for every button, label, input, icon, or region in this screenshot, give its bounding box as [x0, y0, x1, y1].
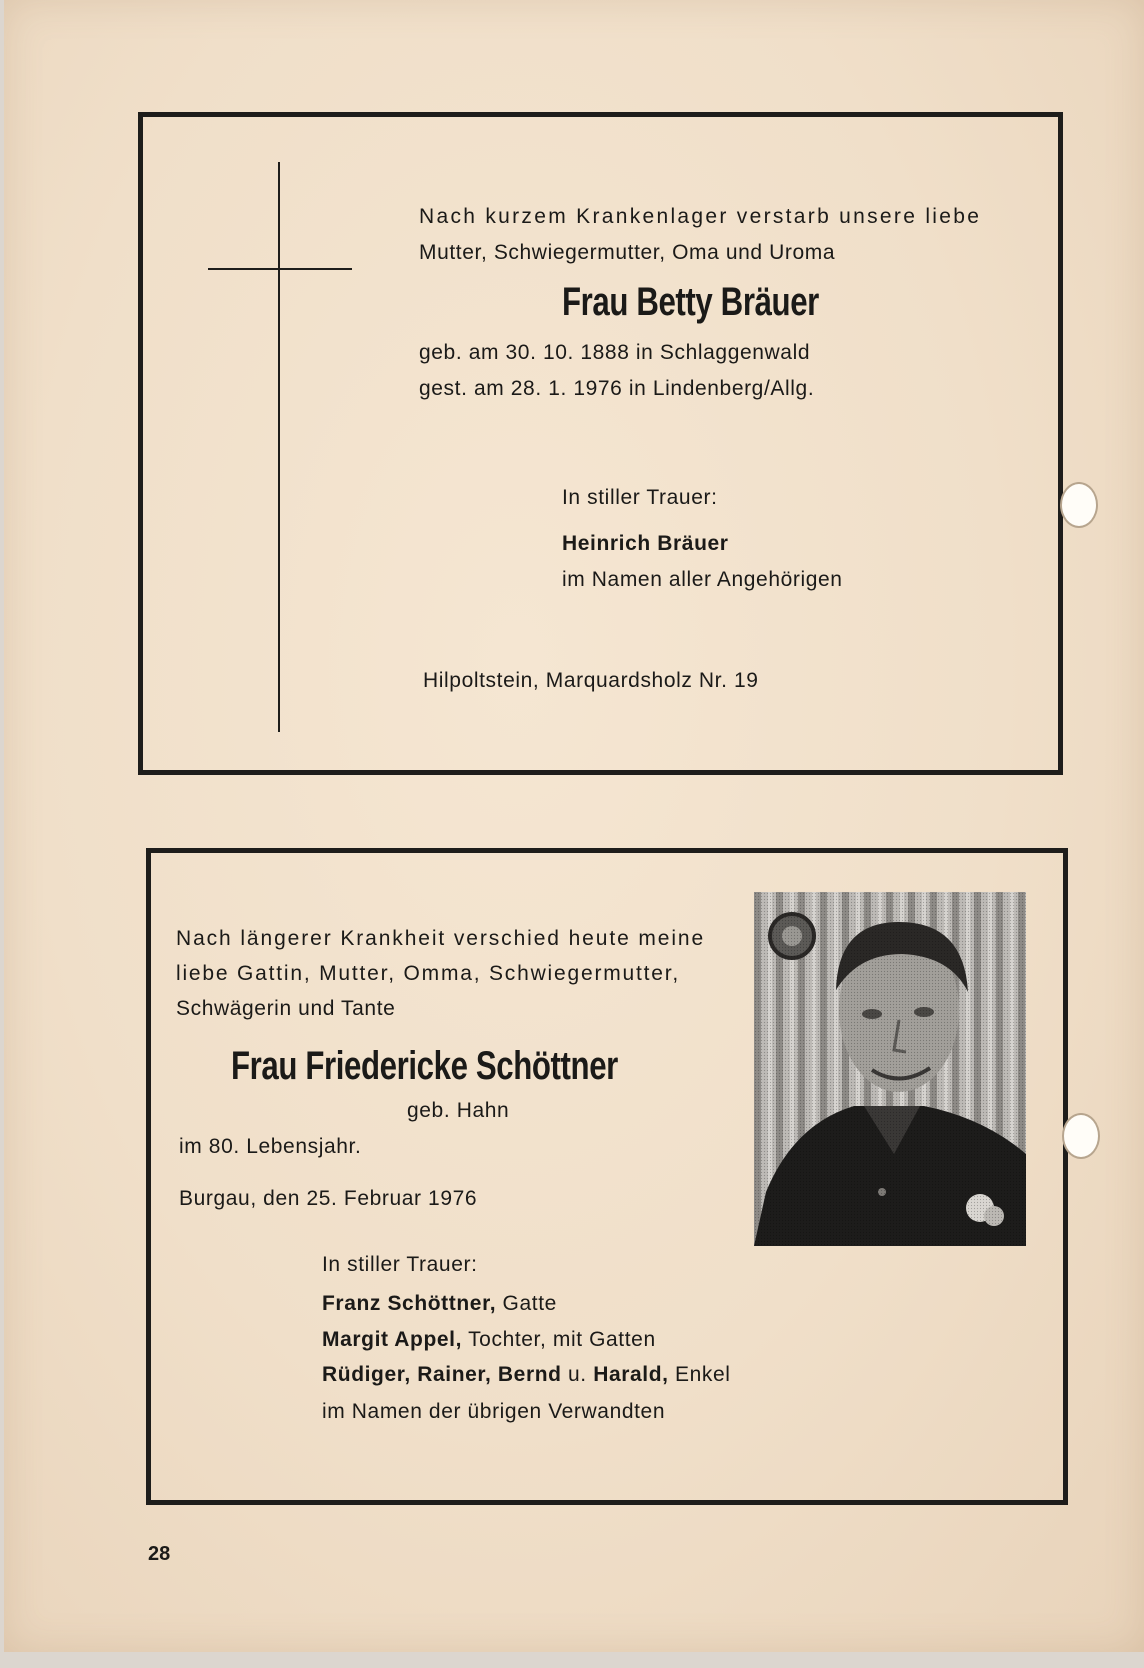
notice2-intro-line2: liebe Gattin, Mutter, Omma, Schwiegermutter, [176, 962, 681, 985]
notice2-mourner-line [322, 1329, 656, 1350]
grandchildren-conj: u. [561, 1363, 594, 1386]
notice2-grandchildren-line [322, 1364, 731, 1385]
portrait-photo [754, 892, 1026, 1246]
grandchildren-last: Harald, [593, 1363, 669, 1386]
cross-icon-horizontal [208, 268, 352, 270]
notice1-born: geb. am 30. 10. 1888 in Schlaggenwald [419, 341, 811, 364]
notice1-mourner-note: im Namen aller Angehörigen [562, 568, 843, 591]
notice2-age: im 80. Lebensjahr. [179, 1135, 362, 1158]
notice1-mourning-label: In stiller Trauer: [562, 486, 718, 509]
mourner-role: Tochter, mit Gatten [462, 1328, 656, 1351]
notice1-mourner: Heinrich Bräuer [562, 532, 729, 555]
notice1-intro-line1: Nach kurzem Krankenlager verstarb unsere liebe [419, 205, 982, 228]
notice2-place-date: Burgau, den 25. Februar 1976 [179, 1187, 478, 1210]
cross-icon-vertical [278, 162, 280, 732]
notice2-maiden-name: geb. Hahn [407, 1099, 510, 1122]
notice2-deceased-name: Frau Friedericke Schöttner [231, 1044, 618, 1088]
notice1-address: Hilpoltstein, Marquardsholz Nr. 19 [423, 669, 759, 692]
notice1-deceased-name: Frau Betty Bräuer [562, 280, 819, 324]
grandchildren-role: Enkel [668, 1363, 731, 1386]
notice1-intro-line2: Mutter, Schwiegermutter, Oma und Uroma [419, 241, 836, 264]
notice2-closing: im Namen der übrigen Verwandten [322, 1400, 666, 1423]
notice2-mourner-line [322, 1293, 557, 1314]
punch-hole [1060, 482, 1098, 528]
mourner-role: Gatte [496, 1292, 557, 1315]
document-page [4, 0, 1144, 1652]
notice2-intro-line1: Nach längerer Krankheit verschied heute meine [176, 927, 706, 950]
page-number: 28 [148, 1543, 171, 1565]
mourner-name: Franz Schöttner, [322, 1292, 497, 1315]
mourner-name: Margit Appel, [322, 1328, 463, 1351]
notice2-mourning-label: In stiller Trauer: [322, 1253, 478, 1276]
grandchildren-names: Rüdiger, Rainer, Bernd [322, 1363, 562, 1386]
punch-hole [1062, 1113, 1100, 1159]
notice2-intro-line3: Schwägerin und Tante [176, 997, 396, 1020]
notice1-died: gest. am 28. 1. 1976 in Lindenberg/Allg. [419, 377, 815, 400]
